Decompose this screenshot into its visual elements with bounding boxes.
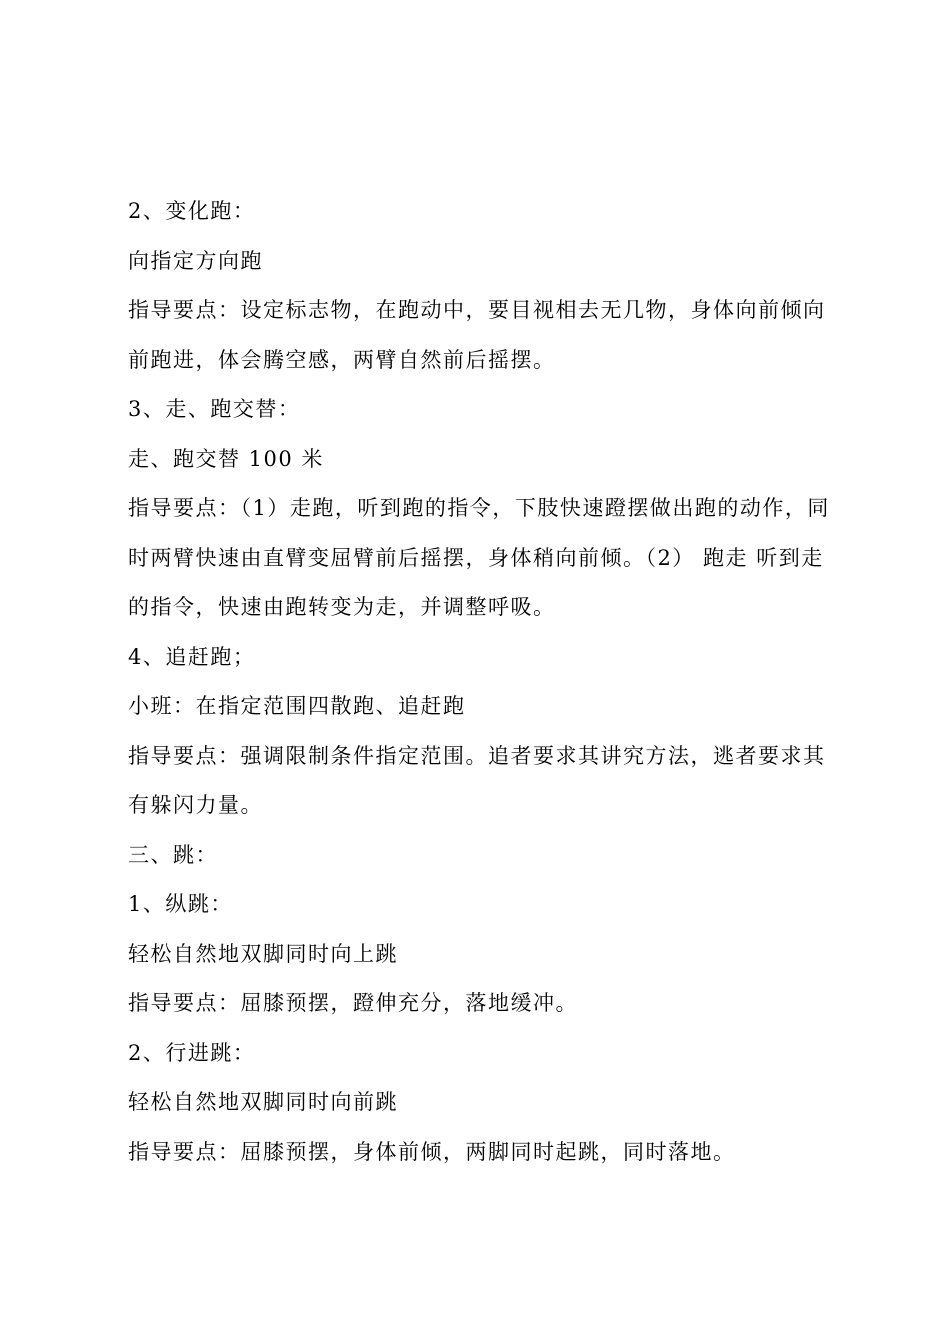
text-line: 轻松自然地双脚同时向上跳 [128, 941, 398, 966]
text-line: 向指定方向跑 [128, 248, 263, 273]
document-page [128, 187, 838, 1177]
text-line: 前跑进，体会腾空感，两臂自然前后摇摆。 [128, 347, 556, 372]
text-line: 走、跑交替 100 米 [128, 446, 324, 471]
text-line: 的指令，快速由跑转变为走，并调整呼吸。 [128, 595, 556, 619]
section-heading-forward-jump: 2、行进跳： [128, 1040, 256, 1065]
text-line: 指导要点：设定标志物，在跑动中，要目视相去无几物，身体向前倾向 [128, 298, 826, 322]
text-line: 有躲闪力量。 [128, 793, 263, 817]
chapter-heading-jump: 三、跳： [128, 842, 218, 867]
text-line: 指导要点：屈膝预摆，蹬伸充分，落地缓冲。 [128, 991, 578, 1015]
section-heading-chase-run: 4、追赶跑； [128, 644, 256, 669]
section-heading-walk-run: 3、走、跑交替： [128, 397, 301, 421]
text-line: 时两臂快速由直臂变屈臂前后摇摆，身体稍向前倾。（2） 跑走 听到走 [128, 545, 824, 570]
text-line: 指导要点：强调限制条件指定范围。追者要求其讲究方法，逃者要求其 [128, 743, 826, 768]
text-line: 轻松自然地双脚同时向前跳 [128, 1090, 398, 1114]
text-line: 指导要点：屈膝预摆，身体前倾，两脚同时起跳，同时落地。 [128, 1139, 736, 1164]
section-heading-vertical-jump: 1、纵跳： [128, 892, 233, 916]
text-line: 小班：在指定范围四散跑、追赶跑 [128, 694, 466, 718]
text-line: 指导要点：（1）走跑，听到跑的指令，下肢快速蹬摆做出跑的动作，同 [128, 496, 830, 520]
section-heading-variable-run: 2、变化跑： [128, 199, 256, 223]
